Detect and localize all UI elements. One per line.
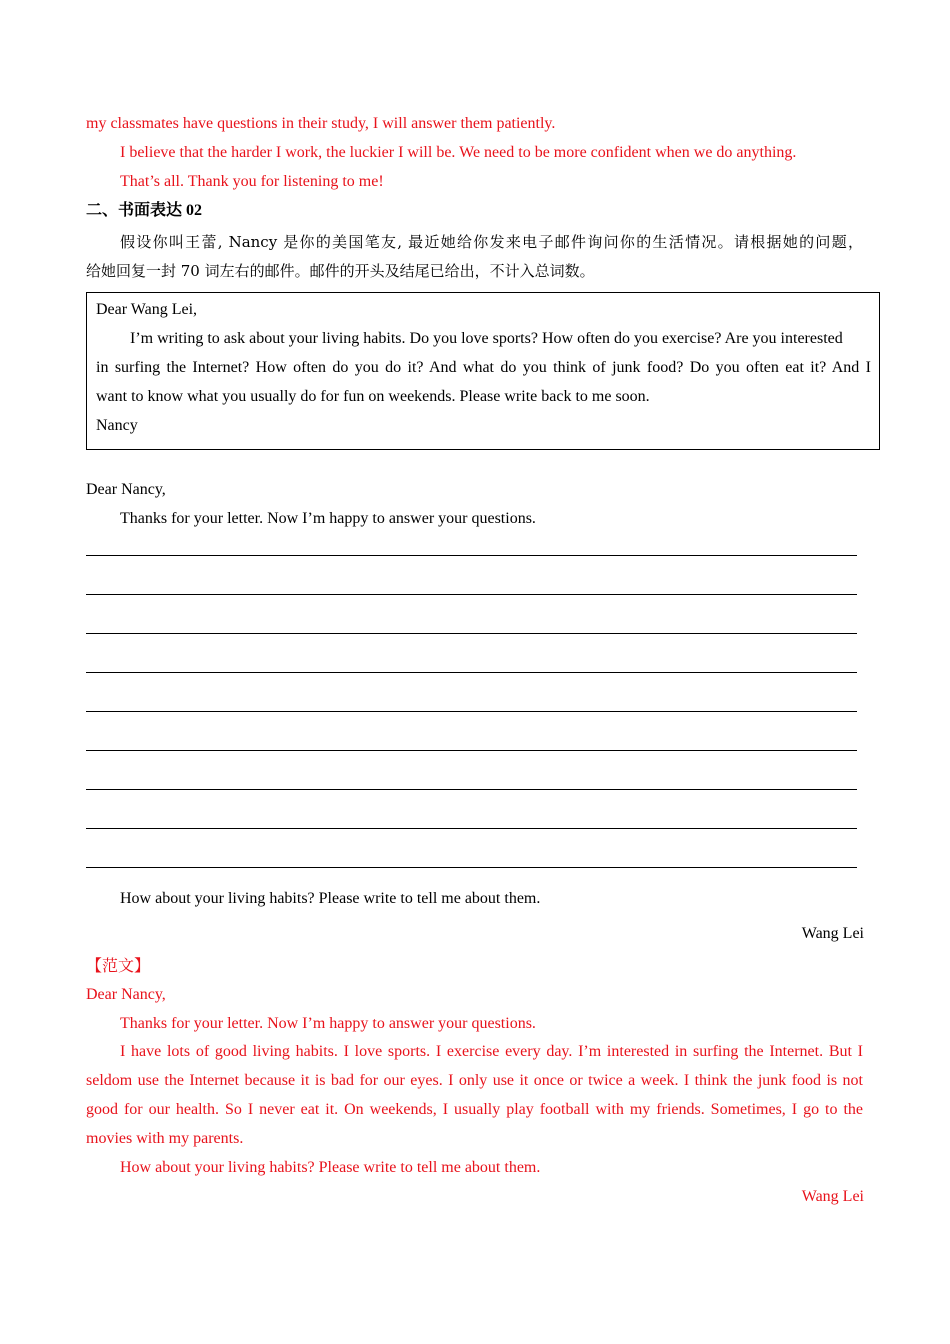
prompt-line: 给她回复一封 70 词左右的邮件。邮件的开头及结尾已给出，不计入总词数。 [86, 262, 595, 280]
reply-signature: Wang Lei [801, 925, 864, 942]
answer-line: my classmates have questions in their study, I will answer them patiently. [86, 115, 556, 132]
blank-writing-line[interactable] [86, 711, 857, 712]
sample-greeting: Dear Nancy, [86, 986, 166, 1003]
letter-body-line: want to know what you usually do for fun on weekends. Please write back to me soon. [96, 388, 650, 405]
reply-closing: How about your living habits? Please write to tell me about them. [120, 890, 541, 907]
sample-closing: How about your living habits? Please write to tell me about them. [120, 1159, 541, 1176]
sample-opening: Thanks for your letter. Now I’m happy to answer your questions. [120, 1015, 536, 1032]
blank-writing-line[interactable] [86, 633, 857, 634]
blank-writing-line[interactable] [86, 672, 857, 673]
blank-writing-line[interactable] [86, 594, 857, 595]
sample-body-line: I have lots of good living habits. I love sports. I exercise every day. I’m interested in surfing the Internet. But I [120, 1043, 863, 1060]
sample-body-line: movies with my parents. [86, 1130, 244, 1147]
sample-body-line: good for our health. So I never eat it. On weekends, I usually play football with my friends. Sometimes, I go to the [86, 1101, 863, 1118]
section-heading: 二、书面表达 02 [86, 202, 203, 219]
letter-greeting: Dear Wang Lei, [96, 301, 198, 318]
blank-writing-line[interactable] [86, 555, 857, 556]
reply-greeting: Dear Nancy, [86, 481, 166, 498]
letter-signature: Nancy [96, 417, 138, 434]
sample-signature: Wang Lei [801, 1188, 864, 1205]
answer-line: That’s all. Thank you for listening to me! [120, 173, 384, 190]
blank-writing-line[interactable] [86, 867, 857, 868]
letter-body-line: in surfing the Internet? How often do you do it? And what do you think of junk food? Do you often eat it? And I [96, 359, 871, 376]
blank-writing-line[interactable] [86, 828, 857, 829]
prompt-line: 假设你叫王蕾, Nancy 是你的美国笔友, 最近她给你发来电子邮件询问你的生活情况。请根据她的问题， [120, 233, 863, 251]
sample-label: 【范文】 [86, 956, 151, 975]
letter-box [86, 292, 880, 450]
answer-line: I believe that the harder I work, the luckier I will be. We need to be more confident when we do anything. [120, 144, 797, 161]
letter-body-line: I’m writing to ask about your living habits. Do you love sports? How often do you exercise? Are you interested [130, 330, 843, 347]
reply-opening: Thanks for your letter. Now I’m happy to answer your questions. [120, 510, 536, 527]
blank-writing-line[interactable] [86, 789, 857, 790]
blank-writing-line[interactable] [86, 750, 857, 751]
sample-body-line: seldom use the Internet because it is bad for our eyes. I only use it once or twice a week. I think the junk food is not [86, 1072, 863, 1089]
